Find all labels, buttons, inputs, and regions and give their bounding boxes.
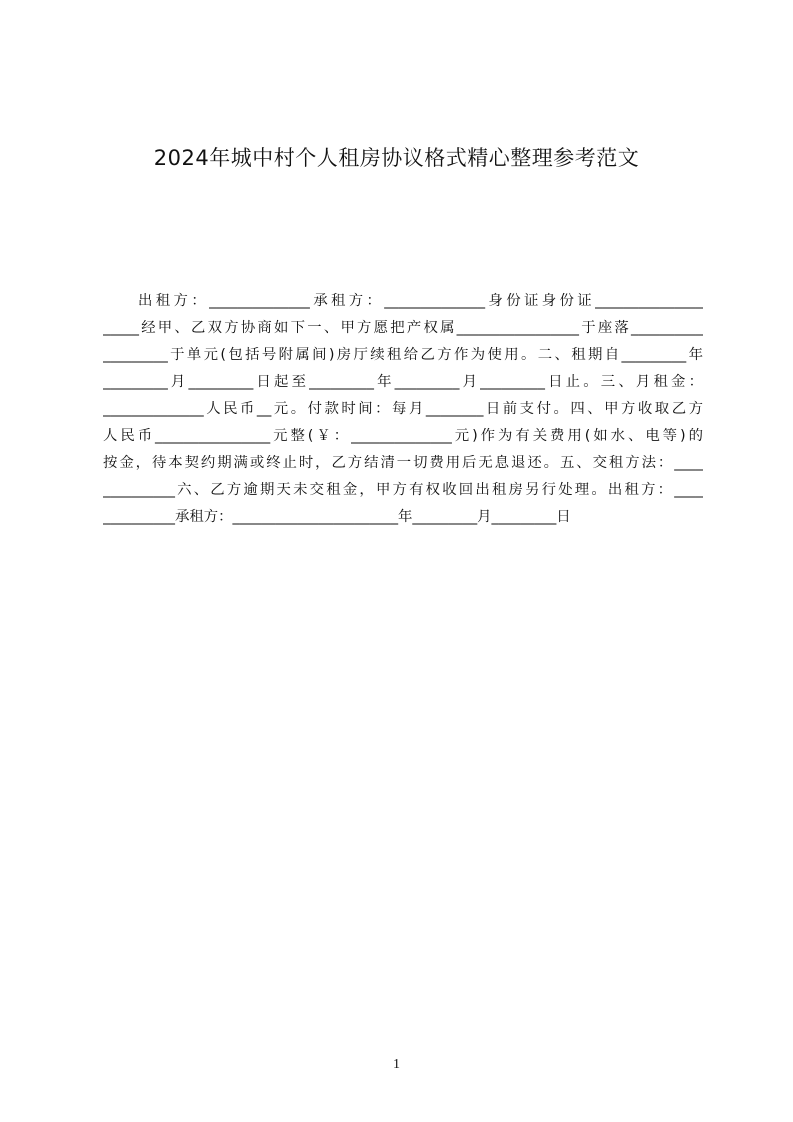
agreement-body <box>103 290 703 533</box>
body-line: ______________人民币__元。付款时间：每月________日前支付。四、甲方收取乙方 <box>103 401 703 417</box>
body-line: __________六、乙方逾期天未交租金，甲方有权收回出租房另行处理。出租方：____ <box>103 482 703 498</box>
body-line: 按金，待本契约期满或终止时，乙方结清一切费用后无息退还。五、交租方法：____ <box>103 455 703 471</box>
body-line: __________承租方：_______________________年_________月_________日 <box>103 509 571 525</box>
body-line: 人民币________________元整(￥：______________元)作为有关费用(如水、电等)的 <box>103 428 703 444</box>
page-number: 1 <box>393 1057 400 1072</box>
body-line: _________月_________日起至_________年_________月_________日止。三、月租金： <box>103 374 703 390</box>
body-line: _________于单元(包括号附属间)房厅续租给乙方作为使用。二、租期自_________年 <box>103 347 703 363</box>
body-line: 出租方：______________承租方：______________身份证身份证_______________ <box>138 293 703 309</box>
body-line: _____经甲、乙双方协商如下一、甲方愿把产权属_________________于座落__________ <box>103 320 703 336</box>
document-title: 2024年城中村个人租房协议格式精心整理参考范文 <box>153 146 640 170</box>
